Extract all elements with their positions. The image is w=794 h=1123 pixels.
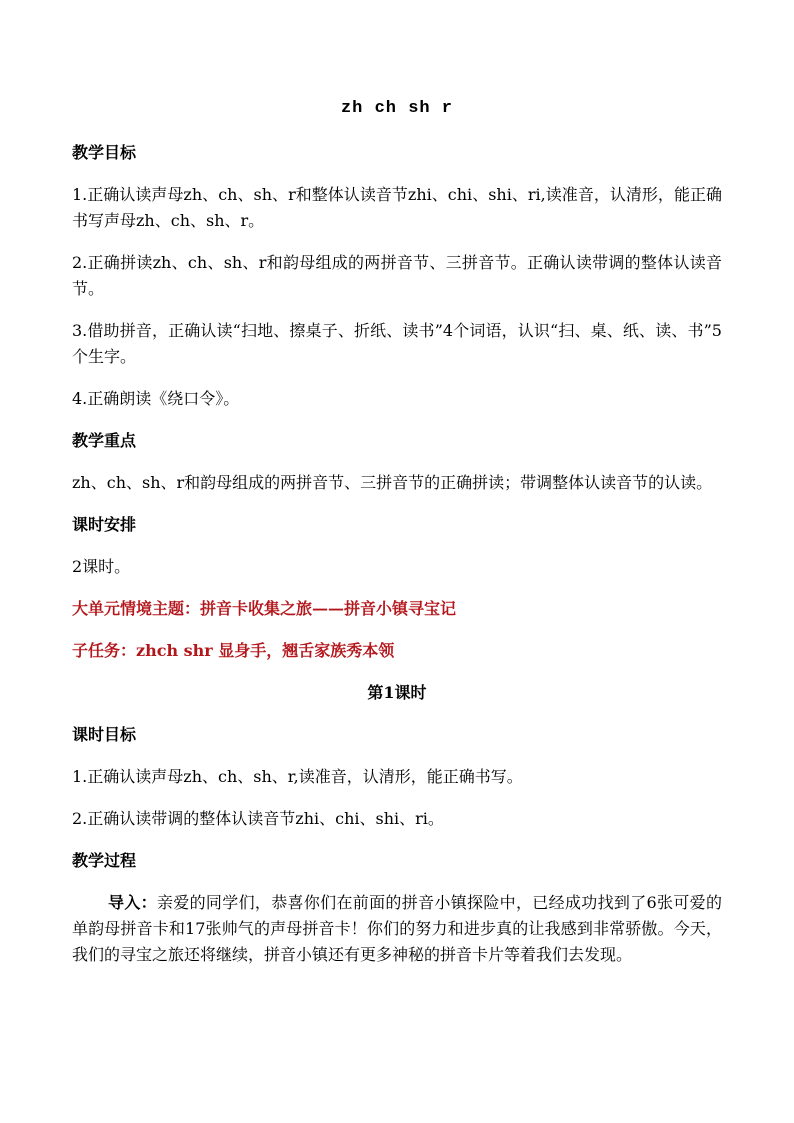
- schedule-heading: 课时安排: [72, 515, 137, 534]
- lesson-heading: 第1课时: [367, 683, 427, 702]
- document-title: zh ch sh r: [340, 99, 454, 118]
- goal-item: 2.正确拼读zh、ch、sh、r和韵母组成的两拼音节、三拼音节。正确认读带调的整体认读音节。: [72, 253, 722, 298]
- goals-heading: 教学目标: [72, 143, 137, 162]
- goal-item: 4.正确朗读《绕口令》。: [72, 389, 240, 408]
- goal-item: 1.正确认读声母zh、ch、sh、r和整体认读音节zhi、chi、shi、ri,读准音，认清形，能正确书写声母zh、ch、sh、r。: [72, 185, 722, 230]
- key-points-heading: 教学重点: [72, 431, 137, 450]
- lesson-goals-heading: 课时目标: [72, 725, 137, 744]
- goal-item: 3.借助拼音，正确认读“扫地、擦桌子、折纸、读书”4个词语，认识“扫、桌、纸、读、书”5个生字。: [72, 321, 722, 366]
- process-heading: 教学过程: [72, 851, 137, 870]
- key-points-text: zh、ch、sh、r和韵母组成的两拼音节、三拼音节的正确拼读；带调整体认读音节的认读。: [72, 473, 713, 492]
- schedule-text: 2课时。: [72, 557, 131, 576]
- unit-theme: 大单元情境主题：拼音卡收集之旅——拼音小镇寻宝记: [72, 599, 457, 618]
- intro-text: 亲爱的同学们，恭喜你们在前面的拼音小镇探险中，已经成功找到了6张可爱的单韵母拼音卡和17张帅气的声母拼音卡！你们的努力和进步真的让我感到非常骄傲。今天，我们的寻宝之旅还将继续，拼音小镇还有更多神秘的拼音卡片等着我们去发现。: [72, 893, 722, 964]
- lesson-goal-item: 2.正确认读带调的整体认读音节zhi、chi、shi、ri。: [72, 809, 444, 828]
- lesson-goal-item: 1.正确认读声母zh、ch、sh、r,读准音，认清形，能正确书写。: [72, 767, 523, 786]
- intro-paragraph: [72, 890, 722, 968]
- subtask: 子任务：zhch shr 显身手，翘舌家族秀本领: [72, 641, 395, 660]
- intro-label: 导入：: [108, 893, 157, 912]
